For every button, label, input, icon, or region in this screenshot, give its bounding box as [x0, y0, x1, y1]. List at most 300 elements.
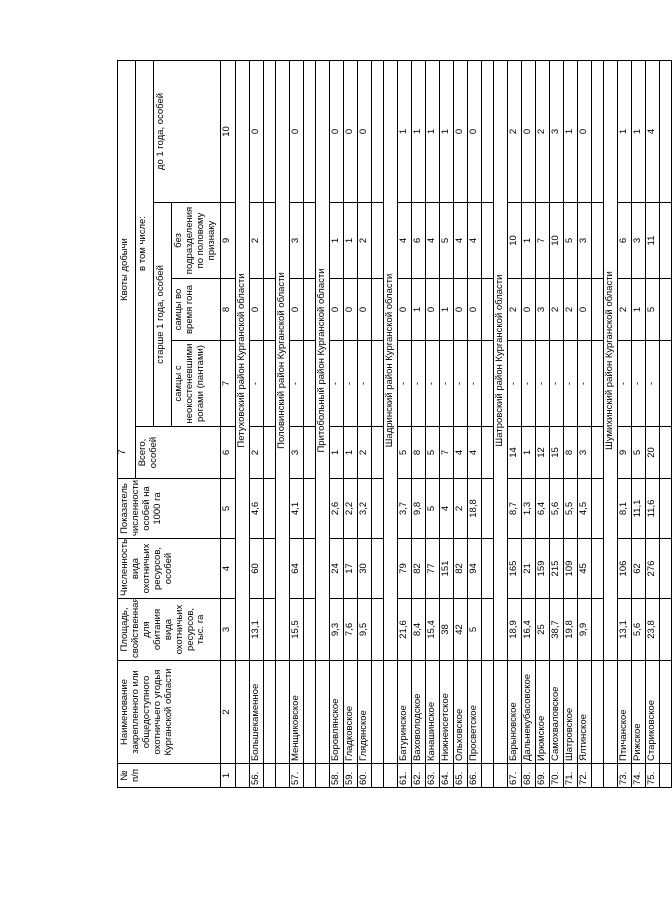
quota-no-sex: 4	[453, 203, 467, 279]
spacer-cell	[303, 661, 315, 764]
table-body	[235, 61, 671, 788]
table-row	[453, 61, 467, 788]
district-title: Шадринский район Курганской области	[383, 61, 397, 661]
quota-total: 5	[397, 427, 411, 479]
table-row	[357, 61, 371, 788]
spacer-cell	[659, 279, 671, 341]
spacer-cell	[481, 341, 493, 427]
row-number: 74.	[631, 764, 645, 788]
density-value: 3,2	[357, 479, 371, 539]
area-value: 42	[453, 599, 467, 661]
table-row	[631, 61, 645, 788]
quota-males-antler: -	[357, 341, 371, 427]
quota-males-antler: -	[645, 341, 659, 427]
hunting-ground-name: Нижнеисетское	[439, 661, 453, 764]
density-value: 4,1	[289, 479, 303, 539]
table-row	[645, 61, 659, 788]
population-value: 79	[397, 539, 411, 599]
spacer-cell	[591, 539, 603, 599]
hunting-ground-name: Шатровское	[563, 661, 577, 764]
quota-males-antler: -	[563, 341, 577, 427]
quota-total: 5	[425, 427, 439, 479]
quota-males-rut: 1	[411, 279, 425, 341]
spacer-cell	[659, 427, 671, 479]
spacer-cell	[659, 539, 671, 599]
area-value: 9,5	[357, 599, 371, 661]
spacer-cell	[263, 203, 275, 279]
quota-total: 2	[249, 427, 263, 479]
hunting-ground-name: Ваховолодское	[411, 661, 425, 764]
quota-under1: 0	[467, 61, 481, 203]
spacer-cell	[303, 341, 315, 427]
spacer-cell	[371, 479, 383, 539]
row-number: 73.	[617, 764, 631, 788]
area-value: 5,6	[631, 599, 645, 661]
quota-under1: 1	[411, 61, 425, 203]
spacer-cell	[263, 279, 275, 341]
spacer-cell	[263, 539, 275, 599]
quota-males-rut: 1	[631, 279, 645, 341]
spacer-cell	[303, 203, 315, 279]
quota-males-rut: 1	[439, 279, 453, 341]
spacer-row	[263, 61, 275, 788]
district-row	[383, 61, 397, 788]
table-row	[289, 61, 303, 788]
quota-under1: 0	[577, 61, 591, 203]
spacer-cell	[371, 279, 383, 341]
population-value: 94	[467, 539, 481, 599]
area-value: 19,8	[563, 599, 577, 661]
quota-under1: 1	[425, 61, 439, 203]
population-value: 24	[329, 539, 343, 599]
quota-males-rut: 0	[343, 279, 357, 341]
density-value: 11,6	[645, 479, 659, 539]
hunting-ground-name: Ирюмское	[535, 661, 549, 764]
hunting-ground-name: Ялтинское	[577, 661, 591, 764]
hunting-ground-name: Гладковское	[343, 661, 357, 764]
table-row	[329, 61, 343, 788]
table-row	[397, 61, 411, 788]
area-value: 13,1	[617, 599, 631, 661]
quota-males-rut: 0	[467, 279, 481, 341]
quota-under1: 0	[453, 61, 467, 203]
quota-males-antler: -	[439, 341, 453, 427]
quota-males-antler: -	[289, 341, 303, 427]
spacer-row	[659, 61, 671, 788]
spacer-cell	[371, 61, 383, 203]
quota-total: 3	[289, 427, 303, 479]
quota-males-antler: -	[631, 341, 645, 427]
spacer-cell	[303, 599, 315, 661]
density-value: 1,3	[521, 479, 535, 539]
area-value: 7,6	[343, 599, 357, 661]
quota-under1: 1	[631, 61, 645, 203]
header-including: в том числе:	[136, 61, 154, 427]
district-row-empty-cell	[493, 661, 507, 764]
quota-males-antler: -	[329, 341, 343, 427]
spacer-cell	[481, 279, 493, 341]
quota-males-rut: 0	[521, 279, 535, 341]
spacer-cell	[371, 661, 383, 764]
quota-total: 5	[631, 427, 645, 479]
district-row	[235, 61, 249, 788]
spacer-cell	[591, 479, 603, 539]
area-value: 23,8	[645, 599, 659, 661]
row-number: 69.	[535, 764, 549, 788]
hunting-ground-name: Птичанское	[617, 661, 631, 764]
district-title: Шумихинский район Курганской области	[603, 61, 617, 661]
hunting-ground-name: Большекаменное	[249, 661, 263, 764]
header-no-sex: без подразделения по половому признаку	[172, 203, 221, 279]
population-value: 82	[453, 539, 467, 599]
spacer-cell	[591, 599, 603, 661]
quota-total: 12	[535, 427, 549, 479]
quota-no-sex: 11	[645, 203, 659, 279]
quota-under1: 2	[507, 61, 521, 203]
quota-males-rut: 2	[507, 279, 521, 341]
col-number: 2	[220, 661, 235, 764]
quota-under1: 3	[549, 61, 563, 203]
population-value: 64	[289, 539, 303, 599]
district-row-empty-cell	[603, 764, 617, 788]
area-value: 25	[535, 599, 549, 661]
population-value: 165	[507, 539, 521, 599]
district-row	[315, 61, 329, 788]
quota-total: 3	[577, 427, 591, 479]
area-value: 8,4	[411, 599, 425, 661]
spacer-cell	[591, 427, 603, 479]
spacer-cell	[481, 479, 493, 539]
spacer-cell	[591, 764, 603, 788]
quota-males-antler: -	[467, 341, 481, 427]
hunting-ground-name: Дальнекубасовское	[521, 661, 535, 764]
spacer-cell	[481, 427, 493, 479]
col-number: 8	[220, 279, 235, 341]
row-number: 75.	[645, 764, 659, 788]
table-header	[118, 61, 236, 788]
hunting-ground-name: Менщиковское	[289, 661, 303, 764]
district-row-empty-cell	[383, 661, 397, 764]
density-value: 4,5	[577, 479, 591, 539]
hunting-ground-name: Канашинское	[425, 661, 439, 764]
population-value: 21	[521, 539, 535, 599]
spacer-cell	[263, 61, 275, 203]
header-total: Всего, особей	[136, 427, 221, 479]
header-density: Показатель численности, особей на 1000 га	[118, 479, 221, 539]
spacer-cell	[371, 427, 383, 479]
area-value: 21,6	[397, 599, 411, 661]
row-number: 62.	[411, 764, 425, 788]
spacer-cell	[591, 341, 603, 427]
spacer-cell	[263, 341, 275, 427]
quota-males-rut: 0	[289, 279, 303, 341]
area-value: 9,9	[577, 599, 591, 661]
density-value: 2,2	[343, 479, 357, 539]
quota-males-antler: -	[453, 341, 467, 427]
row-number: 63.	[425, 764, 439, 788]
quota-males-rut: 5	[645, 279, 659, 341]
row-number: 65.	[453, 764, 467, 788]
quota-no-sex: 2	[357, 203, 371, 279]
spacer-cell	[481, 599, 493, 661]
table-row	[343, 61, 357, 788]
quota-males-rut: 2	[549, 279, 563, 341]
district-row	[603, 61, 617, 788]
area-value: 15,4	[425, 599, 439, 661]
table-row	[577, 61, 591, 788]
row-number: 64.	[439, 764, 453, 788]
spacer-cell	[303, 61, 315, 203]
col-number: 3	[220, 599, 235, 661]
quota-males-antler: -	[549, 341, 563, 427]
spacer-cell	[263, 599, 275, 661]
spacer-cell	[659, 61, 671, 203]
table-row	[425, 61, 439, 788]
table-row	[521, 61, 535, 788]
hunting-ground-name: Стариковское	[645, 661, 659, 764]
quota-total: 2	[357, 427, 371, 479]
header-under1: до 1 года, особей	[154, 61, 221, 203]
area-value: 13,1	[249, 599, 263, 661]
quota-no-sex: 2	[249, 203, 263, 279]
header-males-antler: самцы с неокостеневшими рогами (пантами)	[172, 341, 221, 427]
row-number: 59.	[343, 764, 357, 788]
row-number: 71.	[563, 764, 577, 788]
density-value: 4,6	[249, 479, 263, 539]
district-title: Половинский район Курганской области	[275, 61, 289, 661]
spacer-cell	[659, 764, 671, 788]
density-value: 2	[453, 479, 467, 539]
district-title: Шатровский район Курганской области	[493, 61, 507, 661]
quota-total: 4	[467, 427, 481, 479]
population-value: 60	[249, 539, 263, 599]
quota-no-sex: 5	[439, 203, 453, 279]
population-value: 276	[645, 539, 659, 599]
population-value: 109	[563, 539, 577, 599]
spacer-row	[303, 61, 315, 788]
area-value: 9,3	[329, 599, 343, 661]
hunting-ground-name: Глядянское	[357, 661, 371, 764]
table-row	[507, 61, 521, 788]
spacer-row	[481, 61, 493, 788]
hunting-ground-name: Самохваловское	[549, 661, 563, 764]
area-value: 5	[467, 599, 481, 661]
table-row	[411, 61, 425, 788]
density-value: 11,1	[631, 479, 645, 539]
header-older: старше 1 года, особей	[154, 203, 172, 427]
spacer-cell	[303, 539, 315, 599]
density-value: 8,1	[617, 479, 631, 539]
row-number: 58.	[329, 764, 343, 788]
quota-under1: 0	[357, 61, 371, 203]
spacer-cell	[263, 661, 275, 764]
header-num: № п/п	[118, 764, 221, 788]
header-population: Численность вида охотничьих ресурсов, особей	[118, 539, 221, 599]
population-value: 215	[549, 539, 563, 599]
population-value: 77	[425, 539, 439, 599]
quota-total: 9	[617, 427, 631, 479]
quota-total: 14	[507, 427, 521, 479]
spacer-cell	[481, 661, 493, 764]
spacer-cell	[659, 203, 671, 279]
column-numbers-row	[220, 61, 235, 788]
spacer-cell	[659, 479, 671, 539]
quota-males-rut: 3	[535, 279, 549, 341]
hunting-ground-name: Боровлянское	[329, 661, 343, 764]
population-value: 62	[631, 539, 645, 599]
table-row	[467, 61, 481, 788]
population-value: 151	[439, 539, 453, 599]
quota-males-antler: -	[397, 341, 411, 427]
district-row-empty-cell	[315, 764, 329, 788]
population-value: 30	[357, 539, 371, 599]
density-value: 9,8	[411, 479, 425, 539]
population-value: 45	[577, 539, 591, 599]
table-row	[535, 61, 549, 788]
header-name: Наименование закрепленного или общедоступного охотничьего угодья Курганской области	[118, 661, 221, 764]
quota-total: 15	[549, 427, 563, 479]
area-value: 16,4	[521, 599, 535, 661]
district-row-empty-cell	[493, 764, 507, 788]
quota-males-antler: -	[577, 341, 591, 427]
quota-males-rut: 2	[563, 279, 577, 341]
spacer-cell	[591, 661, 603, 764]
density-value: 2,6	[329, 479, 343, 539]
density-value: 5,6	[549, 479, 563, 539]
quota-no-sex: 3	[631, 203, 645, 279]
quota-males-antler: -	[343, 341, 357, 427]
col-number: 9	[220, 203, 235, 279]
col-number: 6	[220, 427, 235, 479]
spacer-cell	[371, 539, 383, 599]
area-value: 38	[439, 599, 453, 661]
row-number: 70.	[549, 764, 563, 788]
row-number: 56.	[249, 764, 263, 788]
district-row	[493, 61, 507, 788]
quota-under1: 1	[397, 61, 411, 203]
quota-under1: 1	[439, 61, 453, 203]
quota-no-sex: 1	[343, 203, 357, 279]
table-row	[439, 61, 453, 788]
quota-total: 4	[453, 427, 467, 479]
spacer-cell	[659, 341, 671, 427]
quota-no-sex: 6	[617, 203, 631, 279]
density-value: 5,5	[563, 479, 577, 539]
district-row-empty-cell	[383, 764, 397, 788]
spacer-cell	[481, 203, 493, 279]
spacer-cell	[371, 341, 383, 427]
quota-under1: 0	[249, 61, 263, 203]
quota-no-sex: 6	[411, 203, 425, 279]
header-area: Площадь, свойственная для обитания вида охотничьих ресурсов, тыс. га	[118, 599, 221, 661]
district-row	[275, 61, 289, 788]
spacer-cell	[303, 279, 315, 341]
spacer-cell	[371, 599, 383, 661]
quota-no-sex: 1	[521, 203, 535, 279]
quota-males-rut: 2	[617, 279, 631, 341]
hunting-ground-name: Просветское	[467, 661, 481, 764]
district-row-empty-cell	[315, 661, 329, 764]
spacer-cell	[481, 764, 493, 788]
district-title: Притобольный район Курганской области	[315, 61, 329, 661]
spacer-cell	[481, 539, 493, 599]
quota-males-antler: -	[425, 341, 439, 427]
hunting-ground-name: Ольховское	[453, 661, 467, 764]
quota-under1: 0	[329, 61, 343, 203]
spacer-row	[371, 61, 383, 788]
quota-total: 1	[343, 427, 357, 479]
quota-males-antler: -	[521, 341, 535, 427]
district-row-empty-cell	[235, 764, 249, 788]
spacer-cell	[303, 479, 315, 539]
quota-no-sex: 4	[467, 203, 481, 279]
spacer-cell	[481, 61, 493, 203]
header-males-rut: самцы во время гона	[172, 279, 221, 341]
quota-under1: 0	[521, 61, 535, 203]
table-row	[249, 61, 263, 788]
quota-no-sex: 3	[289, 203, 303, 279]
quota-no-sex: 5	[563, 203, 577, 279]
hunting-ground-name: Рижское	[631, 661, 645, 764]
density-value: 18,8	[467, 479, 481, 539]
quota-no-sex: 10	[507, 203, 521, 279]
quota-total: 7	[439, 427, 453, 479]
hunting-ground-name: Барыновское	[507, 661, 521, 764]
spacer-cell	[591, 279, 603, 341]
quota-total: 1	[521, 427, 535, 479]
quota-no-sex: 7	[535, 203, 549, 279]
population-value: 17	[343, 539, 357, 599]
quota-under1: 1	[563, 61, 577, 203]
area-value: 38,7	[549, 599, 563, 661]
density-value: 3,7	[397, 479, 411, 539]
spacer-cell	[263, 427, 275, 479]
quota-no-sex: 4	[425, 203, 439, 279]
quota-males-antler: -	[535, 341, 549, 427]
quota-males-rut: 0	[453, 279, 467, 341]
quota-males-rut: 0	[329, 279, 343, 341]
density-value: 8,7	[507, 479, 521, 539]
row-number: 68.	[521, 764, 535, 788]
quota-males-rut: 0	[357, 279, 371, 341]
quota-males-rut: 0	[577, 279, 591, 341]
area-value: 15,5	[289, 599, 303, 661]
col-number: 7	[220, 341, 235, 427]
district-title: Петуховский район Курганской области	[235, 61, 249, 661]
population-value: 82	[411, 539, 425, 599]
quota-males-antler: -	[507, 341, 521, 427]
spacer-cell	[591, 61, 603, 203]
density-value: 5	[425, 479, 439, 539]
quota-males-rut: 0	[425, 279, 439, 341]
quota-total: 20	[645, 427, 659, 479]
area-value: 18,9	[507, 599, 521, 661]
spacer-cell	[303, 764, 315, 788]
density-value: 4	[439, 479, 453, 539]
row-number: 67.	[507, 764, 521, 788]
col-number: 1	[220, 764, 235, 788]
rotated-table-container	[117, 61, 657, 788]
table-row	[549, 61, 563, 788]
row-number: 72.	[577, 764, 591, 788]
row-number: 66.	[467, 764, 481, 788]
header-quotas: Квоты добычи	[118, 61, 136, 479]
density-value: 6,4	[535, 479, 549, 539]
col-number: 4	[220, 539, 235, 599]
quota-males-antler: -	[617, 341, 631, 427]
spacer-cell	[371, 764, 383, 788]
hunting-ground-name: Батуринское	[397, 661, 411, 764]
